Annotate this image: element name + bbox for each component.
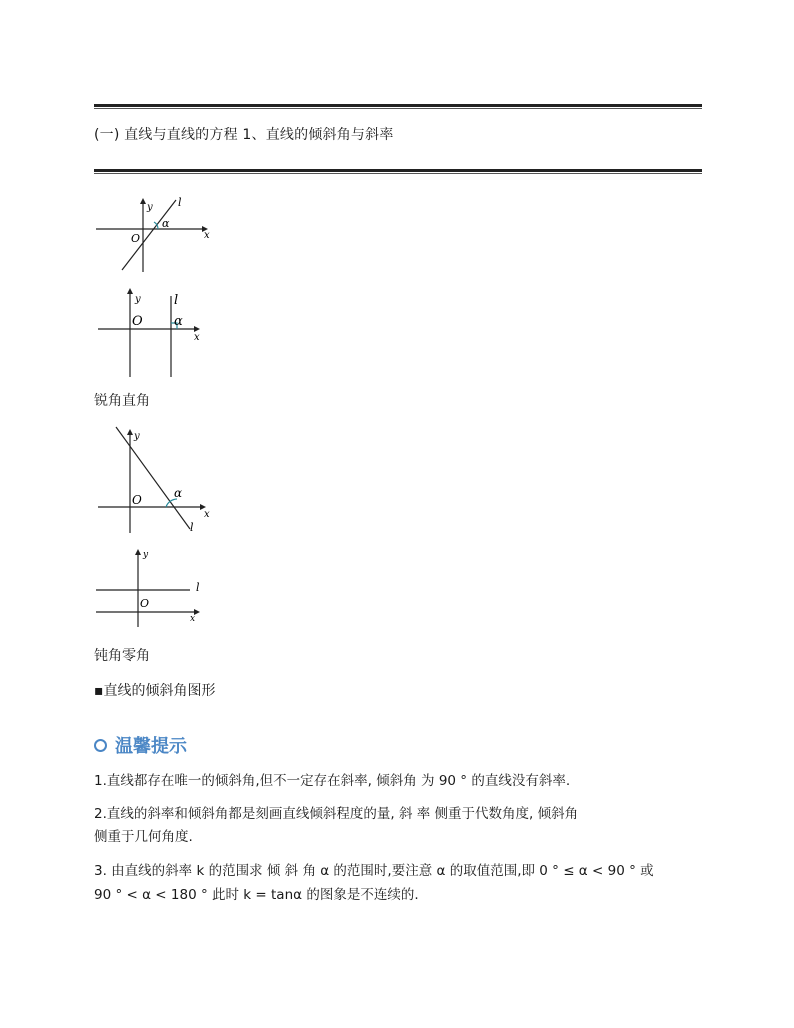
figure-zero-angle bbox=[94, 545, 214, 629]
figure-right-angle bbox=[94, 282, 214, 378]
y-axis-label: y bbox=[135, 294, 141, 305]
x-axis-label: x bbox=[204, 509, 210, 520]
origin-label: O bbox=[132, 314, 143, 329]
tip-item-3-line-2: 90 ° < α < 180 ° 此时 k = tanα 的图象是不连续的. bbox=[94, 887, 419, 903]
tip-item-2-line-2: 侧重于几何角度. bbox=[94, 829, 193, 845]
caption-figure-title: ▪直线的倾斜角图形 bbox=[94, 683, 216, 699]
alpha-label: α bbox=[162, 217, 170, 230]
y-axis-label: y bbox=[134, 431, 140, 442]
tip-item-2-line-1: 2.直线的斜率和倾斜角都是刻画直线倾斜程度的量, 斜 率 侧重于代数角度, 倾斜角 bbox=[94, 806, 579, 822]
line-label: l bbox=[178, 196, 182, 209]
y-axis-label: y bbox=[143, 550, 149, 560]
tip-item-1: 1.直线都存在唯一的倾斜角,但不一定存在斜率, 倾斜角 为 90 ° 的直线没有斜率. bbox=[94, 773, 571, 789]
alpha-label: α bbox=[174, 314, 183, 329]
bottom-double-rule bbox=[94, 169, 702, 172]
x-axis-label: x bbox=[204, 230, 210, 241]
line-label: l bbox=[190, 521, 194, 534]
section-heading: (一) 直线与直线的方程 1、直线的倾斜角与斜率 bbox=[94, 127, 394, 143]
figure-obtuse-angle bbox=[94, 425, 214, 537]
x-axis-label: x bbox=[194, 332, 200, 343]
line-label: l bbox=[196, 581, 200, 594]
alpha-label: α bbox=[174, 486, 183, 500]
line-label: l bbox=[174, 293, 179, 308]
tips-title-text: 温馨提示 bbox=[115, 736, 187, 757]
tip-item-3-line-1: 3. 由直线的斜率 k 的范围求 倾 斜 角 α 的范围时,要注意 α 的取值范围,即 0 ° ≤ α < 90 ° 或 bbox=[94, 863, 654, 879]
caption-obtuse-zero: 钝角零角 bbox=[94, 648, 150, 664]
figure-acute-angle bbox=[94, 192, 214, 274]
caption-acute-right: 锐角直角 bbox=[94, 393, 150, 409]
x-axis-label: x bbox=[190, 614, 196, 624]
circle-bullet-icon bbox=[94, 739, 107, 752]
tips-title bbox=[94, 732, 187, 758]
y-axis-label: y bbox=[147, 202, 153, 213]
top-double-rule bbox=[94, 104, 702, 107]
origin-label: O bbox=[132, 493, 142, 507]
origin-label: O bbox=[140, 597, 150, 610]
origin-label: O bbox=[131, 232, 141, 245]
